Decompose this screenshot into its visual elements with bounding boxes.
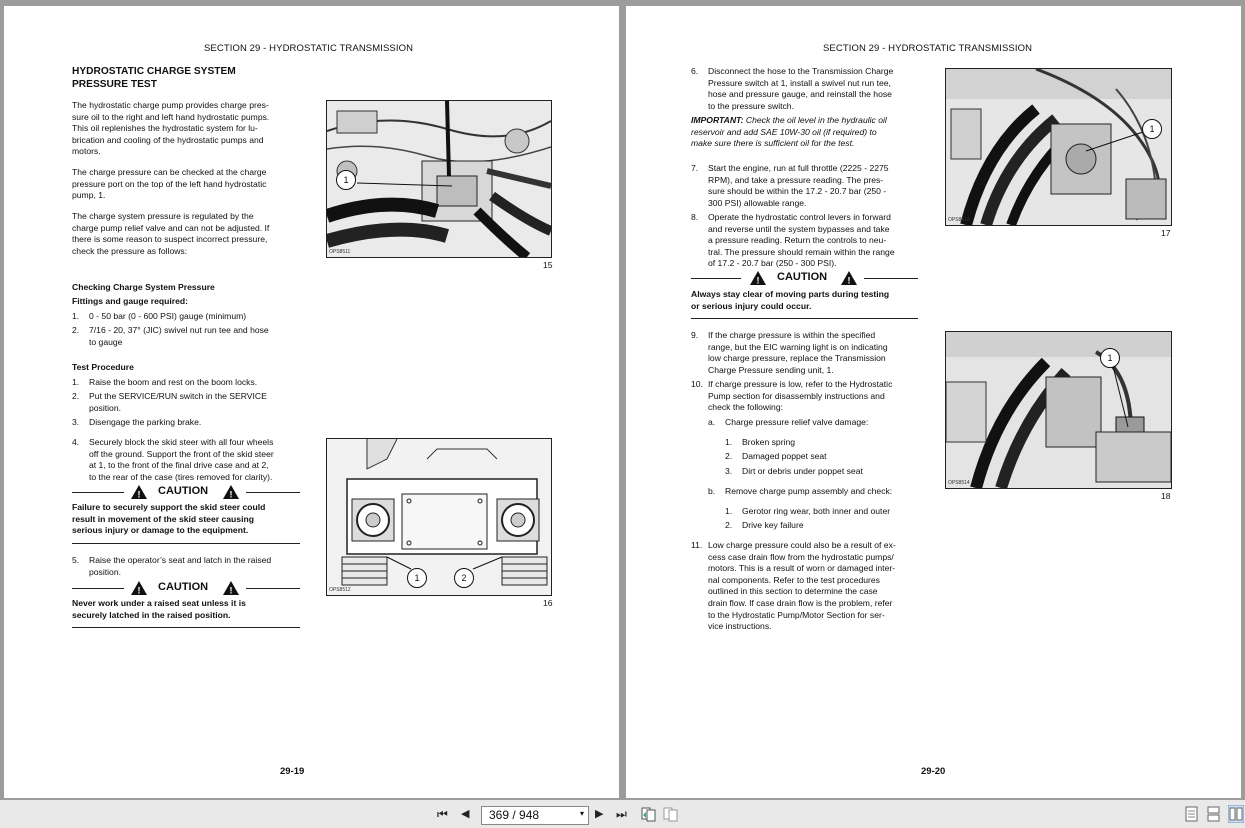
- procedure-step: 4. Securely block the skid steer with all four wheels off the ground. Support the front of the skid steer at 1, to the front of the final drive case and at 2, to the rear of the case (tires removed for clarity).: [72, 437, 274, 482]
- viewer-toolbar: [0, 800, 1245, 828]
- chevron-down-icon: ▾: [579, 809, 584, 818]
- procedure-step: 9. If the charge pressure is within the specified range, but the EIC warning light is on indicating low charge pressure, replace the Transmission Charge Pressure sending unit, 1.: [691, 330, 888, 375]
- figure-number: 16: [543, 598, 553, 608]
- warning-icon: [222, 484, 240, 500]
- figure-number: 17: [1161, 228, 1171, 238]
- figure-15-charge-pump-photo: [326, 100, 552, 258]
- warning-icon: [130, 484, 148, 500]
- page-layout-single-icon[interactable]: [1185, 806, 1199, 822]
- figure-code: OPS8514: [948, 480, 970, 486]
- warning-icon: [749, 270, 767, 286]
- procedure-step: 6. Disconnect the hose to the Transmission Charge Pressure switch at 1, install a swivel nut run tee, hose and pressure gauge, and reinstall the hose to the pressure switch.: [691, 66, 894, 111]
- single-page-view-icon[interactable]: [663, 806, 679, 822]
- regulation-paragraph: The charge system pressure is regulated by the charge pump relief valve and can not be adjusted. If there is some reason to suspect incorrect pressure, check the pressure as follows:: [72, 211, 270, 256]
- figure-17-pressure-switch-photo: [945, 68, 1172, 226]
- procedure-step: 5. Raise the operator’s seat and latch in the raised position.: [72, 555, 272, 577]
- svg-text:!: !: [847, 275, 851, 286]
- warning-icon: [222, 580, 240, 596]
- caution-banner: ! CAUTION !: [691, 270, 918, 286]
- next-page-button[interactable]: ▶: [595, 808, 604, 820]
- svg-text:!: !: [229, 489, 233, 500]
- page-layout-continuous-icon[interactable]: [1207, 806, 1221, 822]
- figure-16-illustration: [327, 439, 551, 595]
- page-number: 29-19: [280, 766, 305, 777]
- callout-1: 1: [336, 170, 356, 190]
- divider: [691, 318, 918, 319]
- divider: [72, 543, 300, 544]
- figure-number: 15: [543, 260, 553, 270]
- page-indicator: 369 / 948: [489, 808, 540, 822]
- callout-1: 1: [407, 568, 427, 588]
- figure-code: OPS8512: [329, 587, 351, 593]
- callout-2: 2: [454, 568, 474, 588]
- procedure-step: 2. Put the SERVICE/RUN switch in the SERVICE position.: [72, 391, 267, 413]
- page-selector[interactable]: [481, 806, 589, 825]
- subheading-checking: Checking Charge System Pressure: [72, 282, 215, 292]
- figure-18-illustration: [946, 332, 1171, 488]
- right-page: SECTION 29 - HYDROSTATIC TRANSMISSION 6. Disconnect the hose to the Transmission Charge Pressure switch at 1, install a swivel nut run tee, hose and pressure gauge, and reinstall the hose to the pressure switch. IMPORTANT: Check the oil level in the hydraulic oil reservoir and add SAE 10W-30 oil (if required) to make sure there is sufficient oil for the test. 7. Start the engine, run at full throttle (2225 - 2275 RPM), and take a pressure reading. The pres- sure should be within the 17.2 - 20.7 bar (250 - 300 PSI) allowable range. 8. Operate the hydrostatic control levers in forward and reverse until the system bypasses and take a pressure reading. Return the controls to neu- tral. The pressure should remain within the range of 17.2 - 20.7 bar (250 - 300 PSI). ! CAUTION ! Always stay clear of moving parts during testing or serious injury could occur. 9. If the charge pressure is within the specified range, but the EIC warning light is on indicating low charge pressure, replace the Transmission Charge Pressure sending unit, 1. 10. If charge pressure is low, refer to the Hydrostatic Pump section for disassembly instructions and check the following: a. Charge pressure relief valve damage: 1. Broken spring 2. Damaged poppet seat 3. Dirt or debris under poppet seat b. Remove charge pump assembly and check: 1. Gerotor ring wear, both inner and outer 2. Drive key failure 11. Low charge pressure could also be a result of ex- cess case drain flow from the hydrostatic pumps/ motors. This is a result of worn or damaged inter- nal components. Refer to the test procedures outlined in this section to determine the case drain flow. If case drain flow is the problem, refer to the Hydrostatic Pump/Motor Section for ser- vice instructions. 1 OPS8513 17 1 OPS8514 18 29-20: [626, 6, 1241, 798]
- caution-text: Always stay clear of moving parts during testing or serious injury could occur.: [691, 289, 890, 311]
- procedure-step: 7. Start the engine, run at full throttle (2225 - 2275 RPM), and take a pressure reading. The pres- sure should be within the 17.2 - 20.7 bar (250 - 300 PSI) allowable range.: [691, 163, 889, 208]
- caution-text: Failure to securely support the skid steer could result in movement of the skid steer causing serious injury or damage to the equipment.: [72, 502, 266, 536]
- page-number: 29-20: [921, 766, 946, 777]
- svg-text:!: !: [137, 585, 141, 596]
- first-page-button[interactable]: ⏮: [437, 807, 448, 821]
- svg-text:!: !: [756, 275, 760, 286]
- section-header: SECTION 29 - HYDROSTATIC TRANSMISSION: [204, 43, 414, 54]
- procedure-step: 11. Low charge pressure could also be a result of ex- cess case drain flow from the hydrostatic pumps/ motors. This is a result of worn or damaged inter- nal components. Refer to the test procedures outlined in this section to determine the case drain flow. If case drain flow is the problem, refer to the Hydrostatic Pump/Motor Section for ser- vice instructions.: [691, 540, 896, 632]
- caution-banner: ! CAUTION !: [72, 484, 300, 500]
- caution-text: Never work under a raised seat unless it is securely latched in the raised position.: [72, 598, 246, 620]
- callout-1: 1: [1100, 348, 1120, 368]
- charge-pressure-paragraph: The charge pressure can be checked at the charge pressure port on the top of the left hand hydrostatic pump, 1.: [72, 167, 267, 201]
- page-heading: HYDROSTATIC CHARGE SYSTEM PRESSURE TEST: [72, 66, 236, 90]
- callout-1: 1: [1142, 119, 1162, 139]
- figure-15-illustration: [327, 101, 551, 257]
- subheading-test-procedure: Test Procedure: [72, 362, 134, 372]
- last-page-button[interactable]: ⏭: [616, 807, 627, 821]
- left-page: SECTION 29 - HYDROSTATIC TRANSMISSION HYDROSTATIC CHARGE SYSTEM PRESSURE TEST The hydrostatic charge pump provides charge pres- sure oil to the right and left hand hydrostatic pumps. This oil replenishes the hydrostatic system for lu- brication and cooling of the hydrostatic pumps and motors. The charge pressure can be checked at the charge pressure port on the top of the left hand hydrostatic pump, 1. The charge system pressure is regulated by the charge pump relief valve and can not be adjusted. If there is some reason to suspect incorrect pressure, check the pressure as follows: 1 OPS8511 15 Checking Charge System Pressure Fittings and gauge required: 1. 0 - 50 bar (0 - 600 PSI) gauge (minimum) 2. 7/16 - 20, 37° (JIC) swivel nut run tee and hose to gauge Test Procedure 1. Raise the boom and rest on the boom locks. 2. Put the SERVICE/RUN switch in the SERVICE position. 3. Disengage the parking brake. 4. Securely block the skid steer with all four wheels off the ground. Support the front of the skid steer at 1, to the front of the final drive case and at 2, to the rear of the case (tires removed for clarity). ! CAUTION ! Failure to securely support the skid steer could result in movement of the skid steer causing serious injury or damage to the equipment. 5. Raise the operator’s seat and latch in the raised position. ! CAUTION ! Never work under a raised seat unless it is securely latched in the raised position. 1 2 OPS8512 16 29-19: [4, 6, 619, 798]
- warning-icon: [840, 270, 858, 286]
- svg-text:!: !: [137, 489, 141, 500]
- figure-16-skid-steer-blocks: [326, 438, 552, 596]
- fitting-item: 2. 7/16 - 20, 37° (JIC) swivel nut run tee and hose to gauge: [72, 325, 269, 347]
- section-header: SECTION 29 - HYDROSTATIC TRANSMISSION: [823, 43, 1033, 54]
- svg-text:!: !: [229, 585, 233, 596]
- divider: [72, 627, 300, 628]
- figure-17-illustration: [946, 69, 1171, 225]
- page-layout-facing-icon[interactable]: [1228, 805, 1244, 823]
- subheading-fittings: Fittings and gauge required:: [72, 296, 189, 306]
- figure-number: 18: [1161, 491, 1171, 501]
- procedure-step: 10. If charge pressure is low, refer to the Hydrostatic Pump section for disassembly instructions and check the following:: [691, 379, 893, 413]
- warning-icon: [130, 580, 148, 596]
- procedure-step: 8. Operate the hydrostatic control levers in forward and reverse until the system bypasses and take a pressure reading. Return the controls to neu- tral. The pressure should remain within the range of 17.2 - 20.7 bar (250 - 300 PSI).: [691, 212, 895, 269]
- figure-code: OPS8511: [329, 249, 351, 255]
- important-note: IMPORTANT: Check the oil level in the hydraulic oil reservoir and add SAE 10W-30 oil (if required) to make sure there is sufficient oil for the test.: [691, 115, 887, 149]
- figure-18-sending-unit-photo: [945, 331, 1172, 489]
- intro-paragraph: The hydrostatic charge pump provides charge pres- sure oil to the right and left hand hydrostatic pumps. This oil replenishes the hydrostatic system for lu- brication and cooling of the hydrostatic pumps and motors.: [72, 100, 270, 157]
- two-page-view-icon[interactable]: [641, 806, 657, 822]
- caution-banner: ! CAUTION !: [72, 580, 300, 596]
- figure-code: OPS8513: [948, 217, 970, 223]
- previous-page-button[interactable]: ◀: [461, 808, 470, 820]
